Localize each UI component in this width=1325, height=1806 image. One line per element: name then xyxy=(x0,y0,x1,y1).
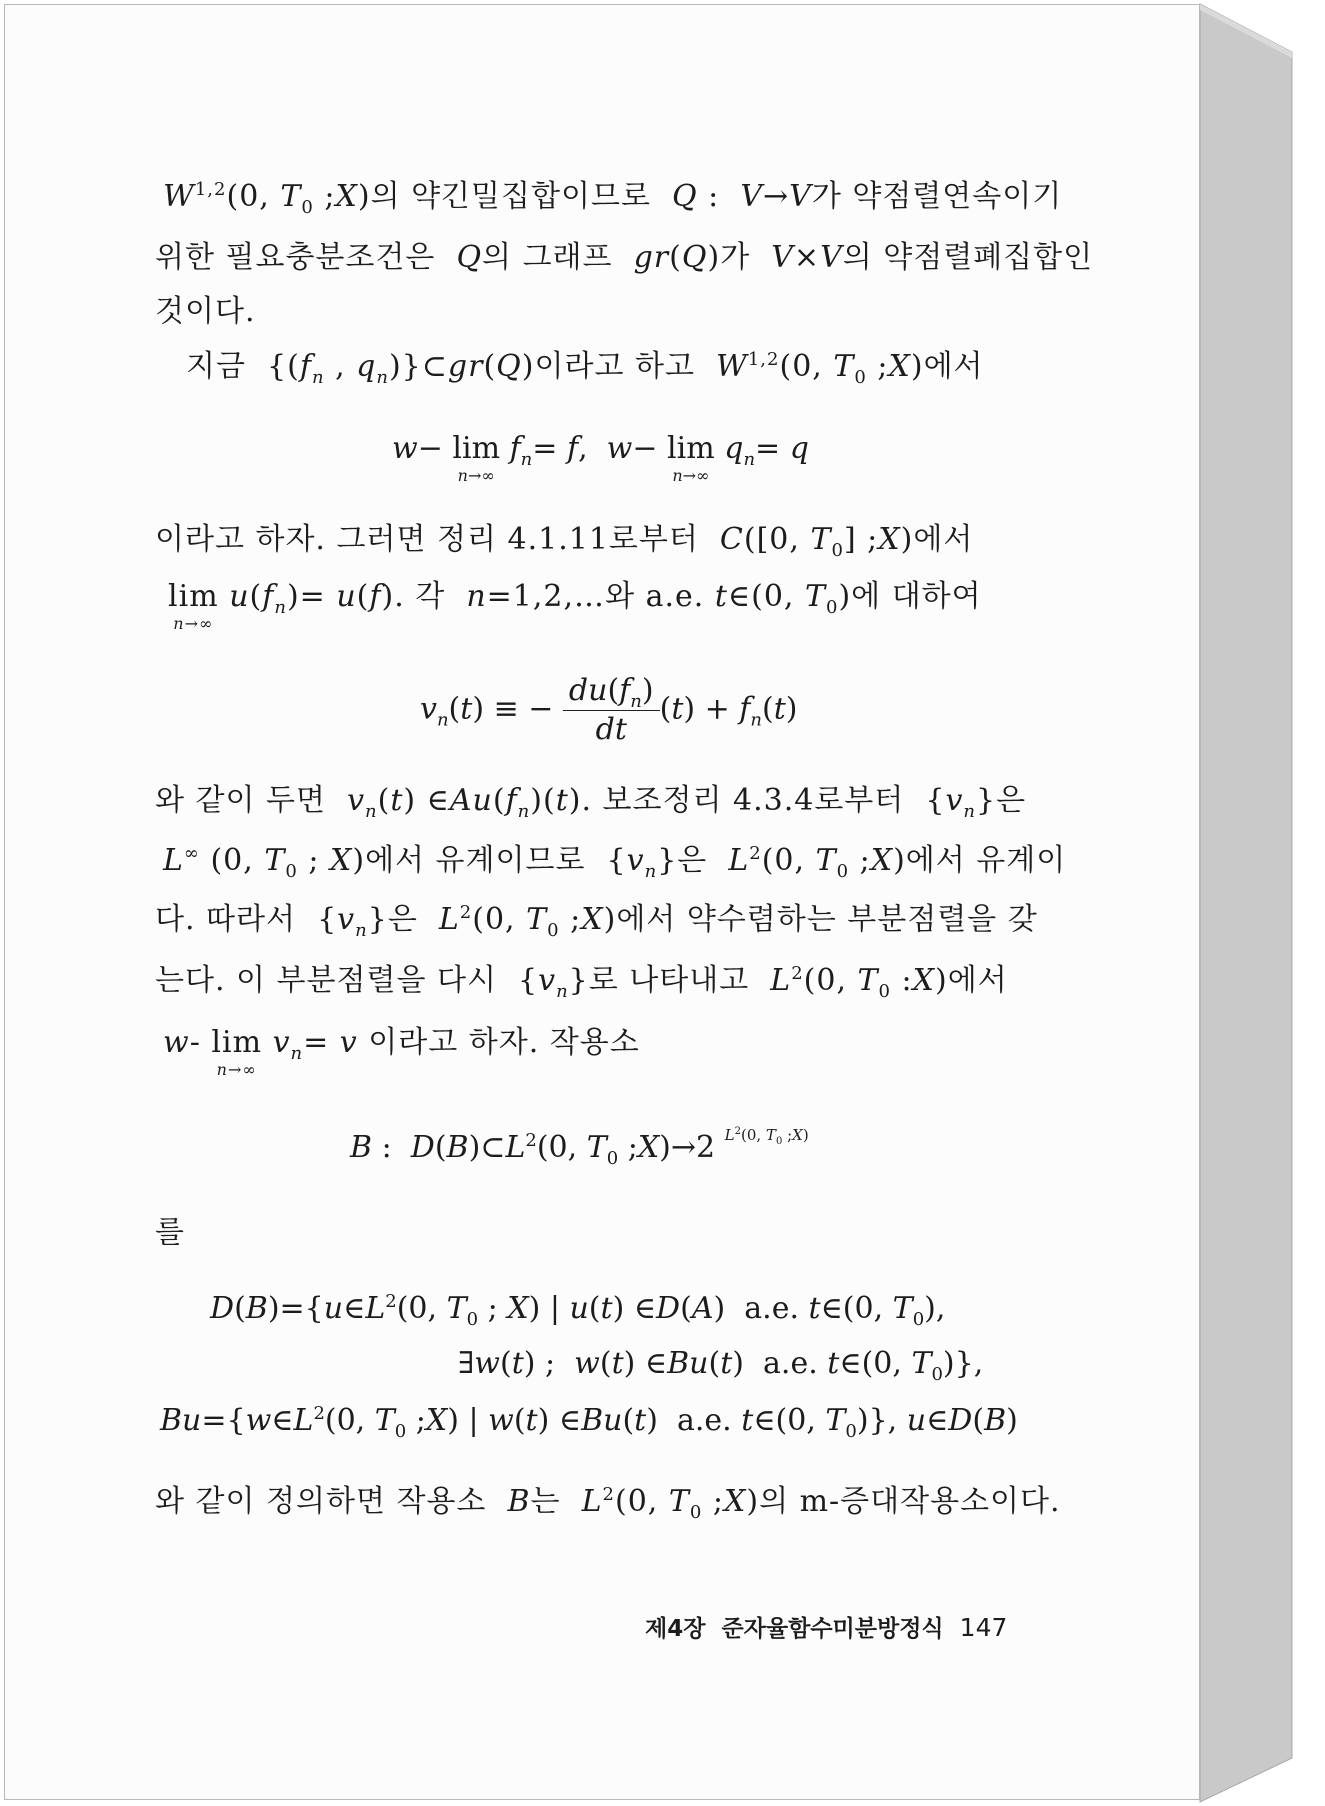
text-line-11: w- lim n→∞ $v_n= v$ 이라고 하자. 작용소 xyxy=(163,1025,640,1079)
p4-line4-a: 는다. 이 부분점렬을 다시 xyxy=(155,963,497,998)
equation-Bu-definition: $Bu=\{w\in L^2(0$, $T_0$ ;X) | w(t) ∈Bu(t) a.e. t∈(0, $T_0$)}, u∈D(B) xyxy=(160,1403,1018,1442)
p4-line4-c: 에서 xyxy=(947,963,1008,998)
p1-line2-b: 의 그래프 xyxy=(482,240,613,275)
p7-line1-a: 와 같이 정의하면 작용소 xyxy=(155,1484,487,1519)
text-line-2: 위한 필요충분조건은 Q의 그래프 gr(Q)가 V×V의 약점렬폐집합인 xyxy=(155,240,1094,275)
p4-line3-a: 다. 따라서 xyxy=(155,902,296,937)
p4-line3-c: 에서 약수렴하는 부분점렬을 갖 xyxy=(616,902,1038,937)
p4-line1-c: 은 xyxy=(996,783,1027,818)
equation-weak-limits: w− lim n→∞ $f_n= f$, w− lim n→∞ $q_n= q$ xyxy=(392,431,809,485)
text-line-3: 것이다. xyxy=(155,294,256,329)
p1-line1-tail: 의 약긴밀집합이므로 xyxy=(370,179,651,214)
ae-1: a.e. xyxy=(744,1291,799,1326)
footer-chapter: 제4장 xyxy=(645,1616,706,1642)
equation-operator-B: B : $D(B)\subset L^2(0$, $T_0$ ;X)→2 $^{L^2(0, T_0 ;X)}$ xyxy=(350,1126,809,1169)
p3-line2-c: 에 대하여 xyxy=(851,579,982,614)
p7-line1-c: 의 m-증대작용소이다. xyxy=(759,1484,1061,1519)
ae-2: a.e. xyxy=(763,1346,818,1381)
p7-line1-b: 는 xyxy=(530,1484,561,1519)
p2-line1-b: 이라고 하고 xyxy=(534,349,695,384)
p2-line1-c: 에서 xyxy=(923,349,984,384)
p3-line2-a: . 각 xyxy=(394,579,446,614)
equation-vn-definition: $v_n(t)$ ≡ − $\frac{du(f_n)}{dt}$ $(t) + f_n(t)$ xyxy=(420,673,798,747)
p3-line1-a: 이라고 하자. 그러면 정리 4.1.11로부터 xyxy=(155,522,699,557)
text-line-13: 와 같이 정의하면 작용소 B는 $L^2(0$, $T_0$ ;X)의 m-증대작용소이다. xyxy=(155,1484,1061,1523)
ae-3: a.e. xyxy=(677,1403,732,1438)
p4-line2-c: 에서 유계이 xyxy=(905,843,1067,878)
p1-line1-mid: 가 약점렬연속이기 xyxy=(811,179,1063,214)
running-footer xyxy=(645,1610,1007,1643)
p3-line1-b: 에서 xyxy=(913,522,974,557)
p1-line2-a: 위한 필요충분조건은 xyxy=(155,240,436,275)
footer-title: 준자율함수미분방정식 xyxy=(721,1616,944,1642)
p4-line3-b: 은 xyxy=(387,902,418,937)
text-line-1: W$^{1,2}$(0, $T_0$ ;X)의 약긴밀집합이므로 Q : V→V가 약점렬연속이기 xyxy=(163,179,1063,218)
p4-line4-b: 로 나타내고 xyxy=(588,963,750,998)
text-line-10: 는다. 이 부분점렬을 다시 $\{v_n\}$로 나타내고 $L^2(0$, $T_0$ :X)에서 xyxy=(155,963,1008,1002)
text-line-7: 와 같이 두면 $v_n(t)$ $\in Au(f_n)(t)$. 보조정리 4.3.4로부터 $\{v_n\}$은 xyxy=(155,783,1027,822)
equation-domain-B-line2: ∃w(t) ; w(t) ∈Bu(t) a.e. t∈(0, $T_0$)}, xyxy=(458,1346,984,1385)
text-line-6: lim n→∞ $u(f_n)= u(f)$. 각 n=1,2,…와 a.e. t∈(0, $T_0$)에 대하여 xyxy=(168,579,982,633)
p2-line1-a: 지금 xyxy=(186,349,246,384)
text-line-9: 다. 따라서 $\{v_n\}$은 $L^2(0$, $T_0$ ;X)에서 약수렴하는 부분점렬을 갖 xyxy=(155,902,1038,941)
page-number: 147 xyxy=(959,1613,1008,1642)
text-line-4: 지금 {($f_n$ , $q_n)\}\subset gr(Q)$이라고 하고 W$^{1,2}$(0, $T_0$ ;X)에서 xyxy=(186,349,984,388)
text-line-12: 를 xyxy=(155,1215,185,1250)
p3-line2-b: 와 a.e. xyxy=(605,579,705,614)
text-line-5: 이라고 하자. 그러면 정리 4.1.11로부터 C([0, $T_0$] ;X)에서 xyxy=(155,522,974,561)
p4-line1-b: . 보조정리 4.3.4로부터 xyxy=(581,783,905,818)
p4-line2-a: 에서 유계이므로 xyxy=(365,843,586,878)
p4-line1-a: 와 같이 두면 xyxy=(155,783,326,818)
text-line-8: L∞ (0, $T_0$ ; X)에서 유계이므로 $\{v_n\}$은 $L^2(0$, $T_0$ ;X)에서 유계이 xyxy=(163,843,1067,882)
p1-line2-d: 의 약점렬폐집합인 xyxy=(842,240,1094,275)
p4-line2-b: 은 xyxy=(677,843,708,878)
p1-line2-c: 가 xyxy=(720,240,751,275)
p4-line5-a: 이라고 하자. 작용소 xyxy=(368,1025,640,1060)
equation-domain-B-line1: $D(B)=\{u\in L^2(0$, $T_0$ ; X) | u(t) ∈D(A) a.e. t∈(0, $T_0$), xyxy=(210,1291,946,1330)
